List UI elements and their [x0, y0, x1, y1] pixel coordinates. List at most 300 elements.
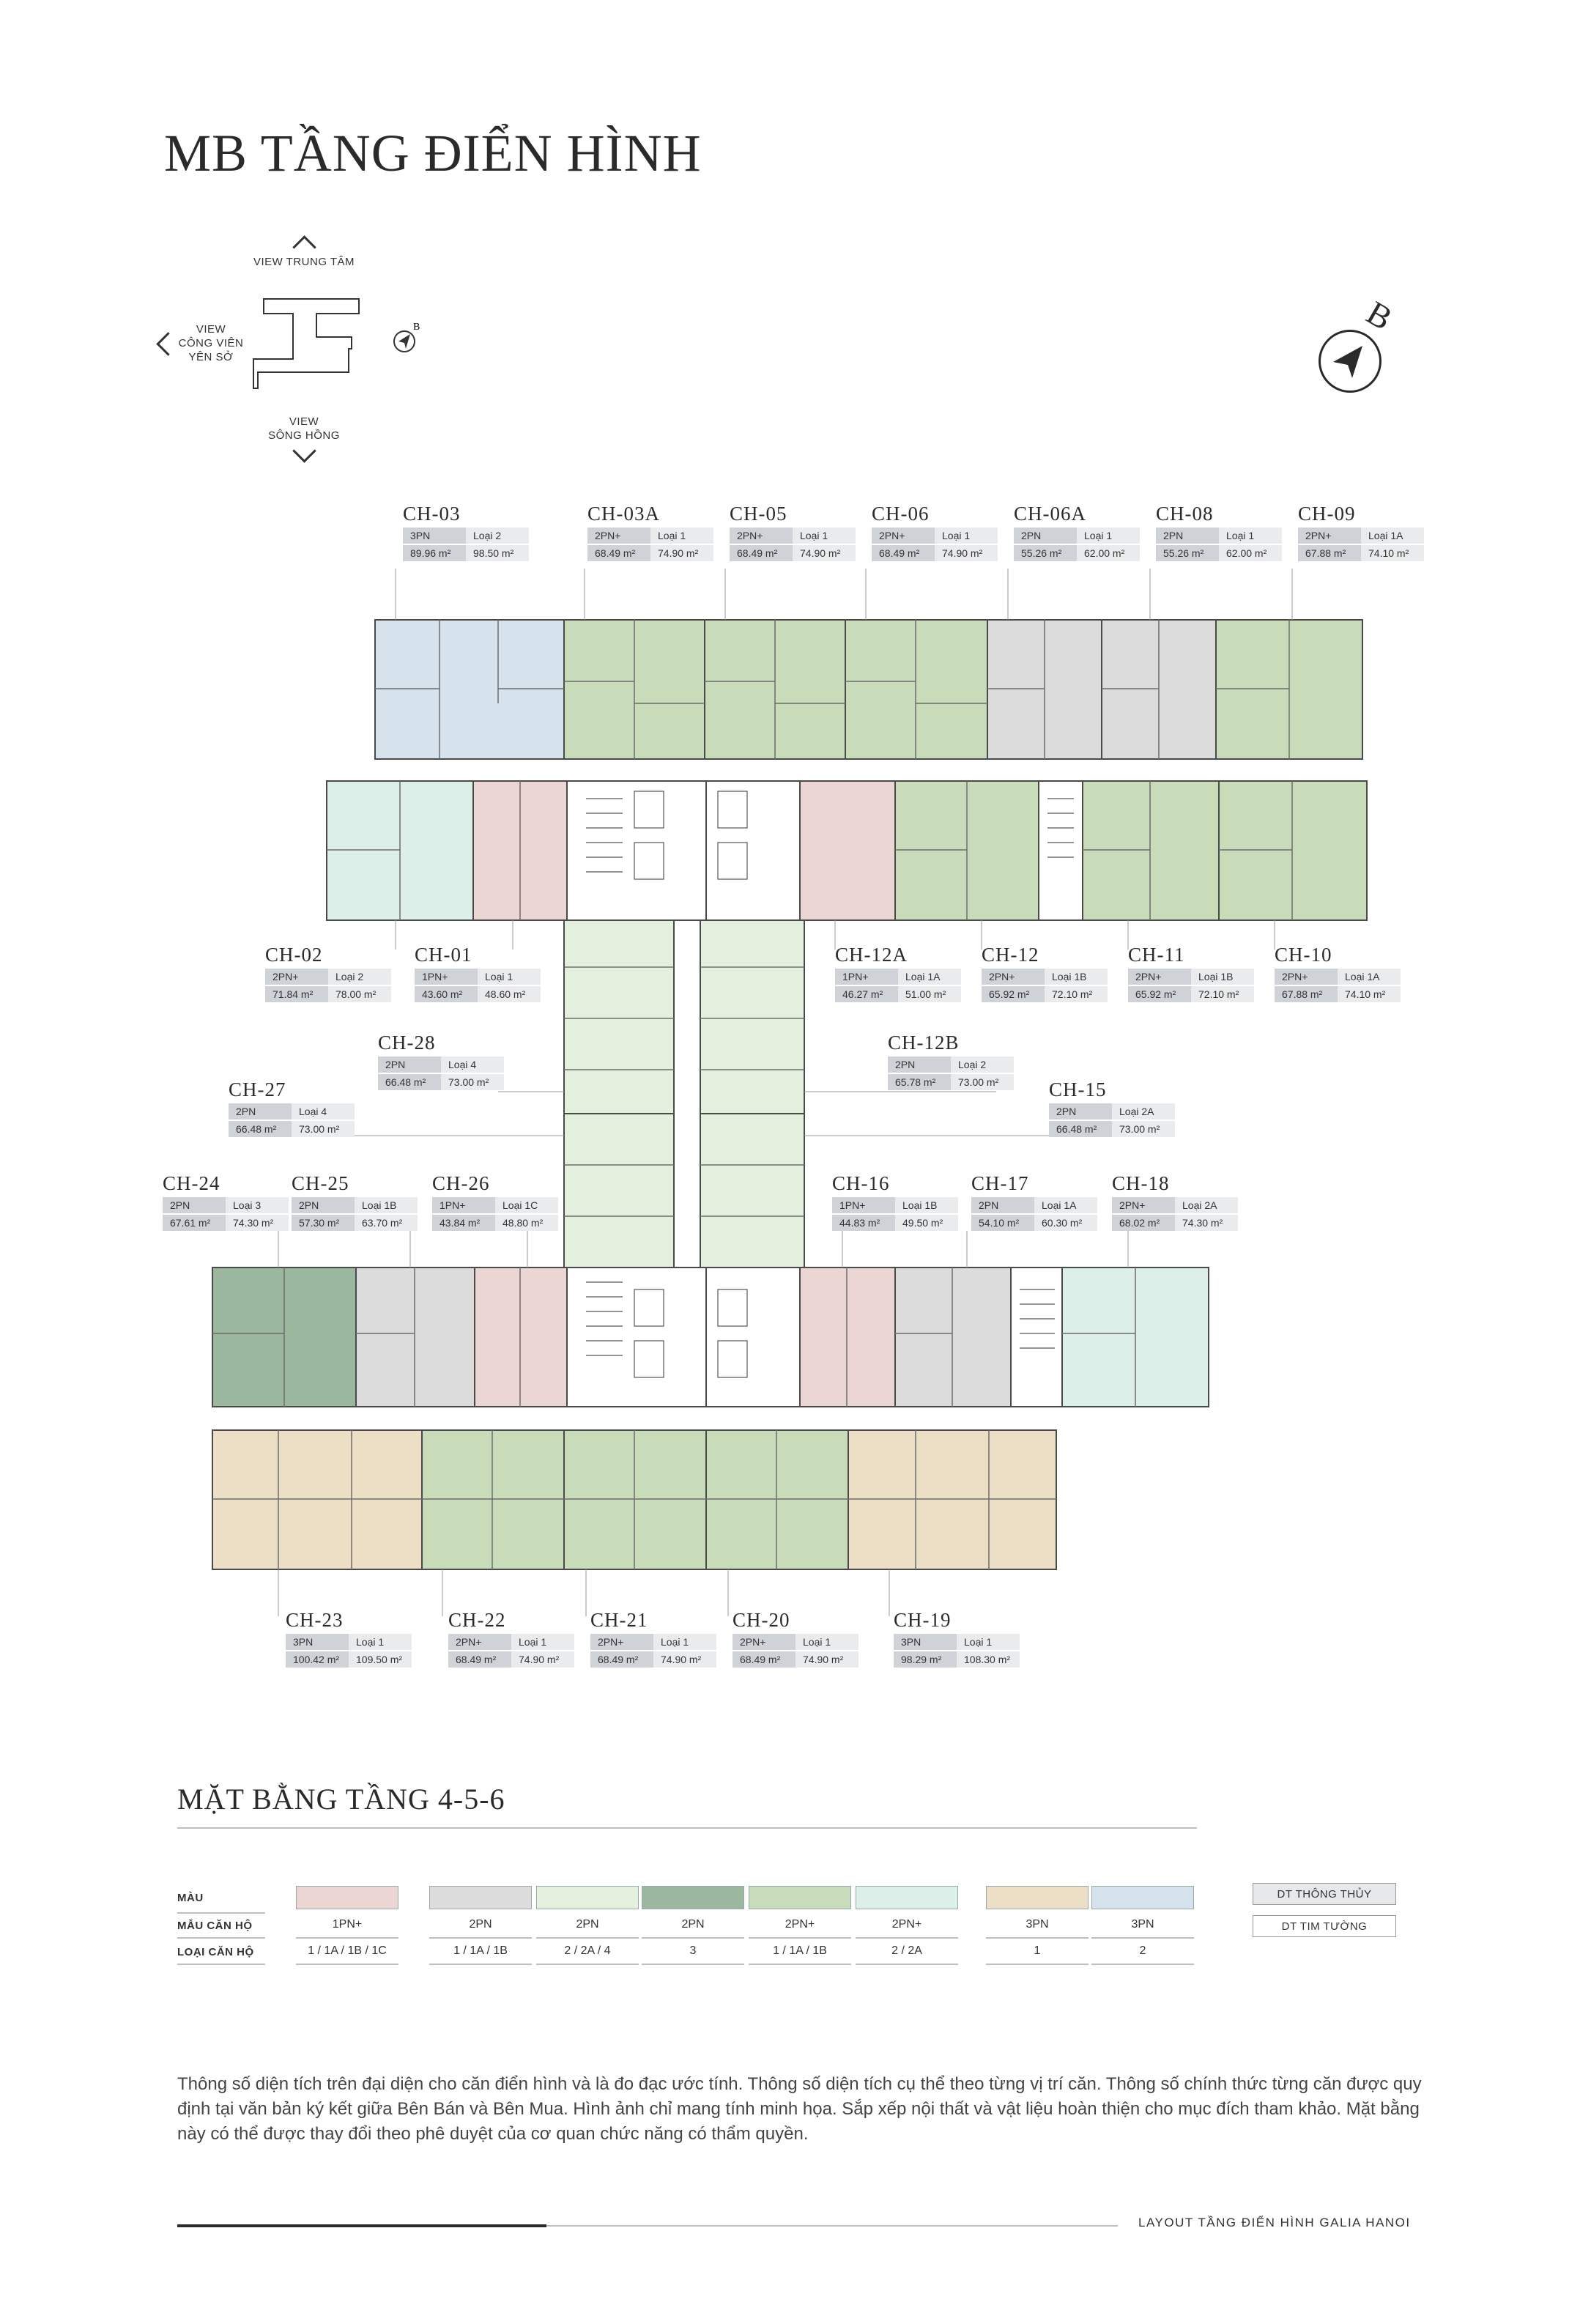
unit-ch-19-area [848, 1430, 1056, 1569]
unit-ch-12b-area [700, 920, 804, 1114]
unit-callout[interactable] [1049, 1078, 1175, 1137]
unit-spec-row [733, 1634, 858, 1650]
section-divider [177, 1827, 1197, 1829]
unit-code: CH-19 [894, 1609, 952, 1631]
unit-rooms: 2PN [292, 1197, 355, 1213]
legend-col-rule [642, 1937, 744, 1939]
unit-code: CH-05 [730, 503, 787, 525]
unit-callout[interactable] [378, 1032, 504, 1090]
view-left-line-3: YÊN SỞ [188, 351, 234, 363]
unit-ch-10-area [1219, 781, 1367, 920]
unit-rooms: 1PN+ [432, 1197, 495, 1213]
legend-loai: 2 / 2A / 4 [564, 1944, 611, 1957]
unit-type: Loại 3 [226, 1197, 289, 1213]
unit-area-tim-tuong: 74.90 m² [935, 545, 998, 561]
north-letter-small: B [413, 322, 420, 333]
unit-area-row [1128, 986, 1254, 1002]
unit-spec-row [730, 528, 856, 544]
unit-area-thong-thuy: 46.27 m² [835, 986, 898, 1002]
unit-rooms: 2PN [888, 1056, 951, 1073]
unit-callout[interactable] [872, 503, 998, 561]
unit-type: Loại 1 [1077, 528, 1140, 544]
unit-callout[interactable] [894, 1609, 1020, 1668]
unit-area-row [1156, 545, 1282, 561]
unit-area-row [286, 1651, 412, 1668]
legend-swatch [536, 1886, 639, 1909]
legend-col-rule [536, 1964, 639, 1965]
core-left-top [567, 781, 706, 920]
unit-type: Loại 1 [796, 1634, 858, 1650]
unit-area-row [292, 1215, 418, 1231]
unit-spec-row [872, 528, 998, 544]
unit-area-tim-tuong: 49.50 m² [895, 1215, 958, 1231]
unit-area-row [832, 1215, 958, 1231]
unit-spec-row [403, 528, 529, 544]
unit-rooms: 2PN+ [1275, 969, 1338, 985]
unit-rooms: 2PN+ [587, 528, 650, 544]
unit-code: CH-11 [1128, 944, 1185, 966]
unit-type: Loại 2 [328, 969, 391, 985]
unit-spec-row [1298, 528, 1424, 544]
unit-type: Loại 4 [441, 1056, 504, 1073]
unit-area-thong-thuy: 65.92 m² [1128, 986, 1191, 1002]
unit-area-row [888, 1074, 1014, 1090]
unit-spec-row [229, 1103, 355, 1120]
unit-ch-12a-area [800, 781, 895, 920]
unit-type: Loại 1B [895, 1197, 958, 1213]
unit-area-tim-tuong: 48.60 m² [478, 986, 541, 1002]
unit-code: CH-12B [888, 1032, 960, 1054]
unit-ch-11-area [1083, 781, 1219, 920]
legend-col-rule [296, 1937, 398, 1939]
unit-code: CH-01 [415, 944, 472, 966]
legend-col-rule [749, 1937, 851, 1939]
unit-type: Loại 1B [355, 1197, 418, 1213]
unit-callout[interactable] [888, 1032, 1014, 1090]
legend-col-rule [986, 1937, 1089, 1939]
unit-callout[interactable] [292, 1172, 418, 1231]
legend-swatch [749, 1886, 851, 1909]
unit-area-row [1275, 986, 1401, 1002]
unit-callout[interactable] [1275, 944, 1401, 1002]
legend-loai: 1 [1034, 1944, 1041, 1957]
unit-spec-row [163, 1197, 289, 1213]
unit-callout[interactable] [163, 1172, 289, 1231]
unit-area-thong-thuy: 68.49 m² [448, 1651, 511, 1668]
unit-area-row [432, 1215, 558, 1231]
unit-rooms: 2PN+ [982, 969, 1045, 985]
unit-code: CH-20 [733, 1609, 790, 1631]
unit-area-thong-thuy: 71.84 m² [265, 986, 328, 1002]
unit-area-thong-thuy: 68.49 m² [730, 545, 793, 561]
footer-text: LAYOUT TẦNG ĐIỂN HÌNH GALIA HANOI [1138, 2216, 1411, 2229]
unit-area-tim-tuong: 60.30 m² [1034, 1215, 1097, 1231]
unit-type: Loại 1B [1191, 969, 1254, 985]
legend-mau: 2PN [681, 1918, 705, 1931]
legend-dt-tim-tuong: DT TIM TƯỜNG [1253, 1915, 1396, 1937]
legend-col-rule [856, 1937, 958, 1939]
legend-col-rule [1091, 1964, 1194, 1965]
unit-area-row [1112, 1215, 1238, 1231]
unit-code: CH-03A [587, 503, 660, 525]
unit-area-tim-tuong: 63.70 m² [355, 1215, 418, 1231]
unit-area-tim-tuong: 74.10 m² [1338, 986, 1401, 1002]
unit-rooms: 2PN+ [448, 1634, 511, 1650]
unit-callout[interactable] [403, 503, 529, 561]
unit-type: Loại 1A [1338, 969, 1401, 985]
legend-col-rule [429, 1937, 532, 1939]
page-title: MB TẦNG ĐIỂN HÌNH [164, 124, 702, 182]
legend-loai: 2 / 2A [891, 1944, 922, 1957]
unit-code: CH-22 [448, 1609, 506, 1631]
stair-lower-right [1011, 1268, 1062, 1407]
unit-area-thong-thuy: 65.78 m² [888, 1074, 951, 1090]
unit-type: Loại 1 [653, 1634, 716, 1650]
legend-loai: 2 [1139, 1944, 1146, 1957]
unit-area-thong-thuy: 54.10 m² [971, 1215, 1034, 1231]
legend-mau: 2PN [469, 1918, 492, 1931]
unit-ch-25-area [356, 1268, 475, 1407]
unit-ch-27-area [564, 1114, 674, 1268]
unit-spec-row [590, 1634, 716, 1650]
unit-type: Loại 4 [292, 1103, 355, 1120]
unit-spec-row [587, 528, 713, 544]
legend-loai: 1 / 1A / 1B / 1C [308, 1944, 387, 1957]
view-left-line-1: VIEW [196, 323, 226, 336]
unit-area-row [1014, 545, 1140, 561]
unit-callout[interactable] [832, 1172, 958, 1231]
unit-area-thong-thuy: 66.48 m² [229, 1121, 292, 1137]
unit-code: CH-12 [982, 944, 1039, 966]
unit-code: CH-03 [403, 503, 461, 525]
unit-rooms: 2PN [971, 1197, 1034, 1213]
unit-area-row [229, 1121, 355, 1137]
legend-mau: 2PN+ [891, 1918, 922, 1931]
unit-callout[interactable] [286, 1609, 412, 1668]
unit-area-thong-thuy: 44.83 m² [832, 1215, 895, 1231]
unit-callout[interactable] [733, 1609, 858, 1668]
unit-rooms: 2PN [1049, 1103, 1112, 1120]
unit-area-tim-tuong: 48.80 m² [495, 1215, 558, 1231]
unit-callout[interactable] [730, 503, 856, 561]
unit-area-thong-thuy: 65.92 m² [982, 986, 1045, 1002]
unit-ch-17-area [895, 1268, 1011, 1407]
view-bottom-line-1: VIEW [289, 415, 319, 428]
legend-row-mau-can-ho: MẪU CĂN HỘ [177, 1920, 253, 1932]
unit-callout[interactable] [432, 1172, 558, 1231]
unit-area-thong-thuy: 68.49 m² [590, 1651, 653, 1668]
unit-rooms: 3PN [286, 1634, 349, 1650]
unit-area-tim-tuong: 72.10 m² [1045, 986, 1108, 1002]
unit-type: Loại 1 [349, 1634, 412, 1650]
legend-col-rule [1091, 1937, 1194, 1939]
unit-type: Loại 2 [951, 1056, 1014, 1073]
unit-rooms: 2PN+ [733, 1634, 796, 1650]
footer-line [546, 2225, 1118, 2227]
unit-spec-row [1156, 528, 1282, 544]
unit-area-thong-thuy: 68.49 m² [587, 545, 650, 561]
unit-code: CH-23 [286, 1609, 344, 1631]
unit-area-row [733, 1651, 858, 1668]
unit-type: Loại 1C [495, 1197, 558, 1213]
unit-area-thong-thuy: 100.42 m² [286, 1651, 349, 1668]
unit-callout[interactable] [1298, 503, 1424, 561]
unit-spec-row [448, 1634, 574, 1650]
unit-callout[interactable] [1112, 1172, 1238, 1231]
unit-type: Loại 1 [935, 528, 998, 544]
unit-rooms: 2PN [229, 1103, 292, 1120]
unit-code: CH-21 [590, 1609, 648, 1631]
legend-col-rule [642, 1964, 744, 1965]
legend-dt-thong-thuy: DT THÔNG THỦY [1253, 1883, 1396, 1905]
unit-ch-16-area [800, 1268, 895, 1407]
unit-area-row [982, 986, 1108, 1002]
legend-loai: 1 / 1A / 1B [773, 1944, 827, 1957]
unit-rooms: 2PN+ [1112, 1197, 1175, 1213]
unit-area-tim-tuong: 74.90 m² [796, 1651, 858, 1668]
unit-area-tim-tuong: 73.00 m² [1112, 1121, 1175, 1137]
unit-type: Loại 1 [957, 1634, 1020, 1650]
unit-area-row [163, 1215, 289, 1231]
unit-area-row [590, 1651, 716, 1668]
unit-ch-21-area [564, 1430, 706, 1569]
core-left-bottom [567, 1268, 706, 1407]
unit-area-tim-tuong: 109.50 m² [349, 1651, 412, 1668]
unit-rooms: 1PN+ [832, 1197, 895, 1213]
legend-mau: 3PN [1026, 1918, 1049, 1931]
unit-area-tim-tuong: 74.90 m² [650, 545, 713, 561]
unit-rooms: 2PN [1156, 528, 1219, 544]
legend-mau: 2PN [576, 1918, 599, 1931]
unit-callout[interactable] [415, 944, 541, 1002]
view-top-label: VIEW TRUNG TÂM [253, 256, 355, 268]
legend-loai: 3 [689, 1944, 697, 1957]
unit-callout[interactable] [265, 944, 391, 1002]
unit-callout[interactable] [448, 1609, 574, 1668]
unit-code: CH-09 [1298, 503, 1356, 525]
unit-area-tim-tuong: 98.50 m² [466, 545, 529, 561]
legend-swatch [1091, 1886, 1194, 1909]
unit-code: CH-02 [265, 944, 323, 966]
unit-spec-row [982, 969, 1108, 985]
unit-area-tim-tuong: 108.30 m² [957, 1651, 1020, 1668]
unit-area-row [894, 1651, 1020, 1668]
unit-area-row [587, 545, 713, 561]
unit-code: CH-12A [835, 944, 908, 966]
unit-area-tim-tuong: 78.00 m² [328, 986, 391, 1002]
unit-ch-06-area [845, 620, 987, 759]
legend-swatch [986, 1886, 1089, 1909]
unit-callout[interactable] [835, 944, 961, 1002]
unit-rooms: 2PN+ [1128, 969, 1191, 985]
unit-rooms: 2PN+ [1298, 528, 1361, 544]
unit-code: CH-06 [872, 503, 930, 525]
unit-area-thong-thuy: 68.49 m² [872, 545, 935, 561]
legend-col-rule [296, 1964, 398, 1965]
unit-ch-20-area [706, 1430, 848, 1569]
unit-area-tim-tuong: 62.00 m² [1077, 545, 1140, 561]
unit-spec-row [265, 969, 391, 985]
unit-rooms: 2PN [163, 1197, 226, 1213]
unit-code: CH-17 [971, 1172, 1029, 1194]
unit-callout[interactable] [982, 944, 1108, 1002]
unit-ch-23-area [212, 1430, 422, 1569]
unit-area-tim-tuong: 73.00 m² [951, 1074, 1014, 1090]
unit-callout[interactable] [1128, 944, 1254, 1002]
footer-bar [177, 2224, 546, 2227]
unit-area-tim-tuong: 74.90 m² [653, 1651, 716, 1668]
view-bottom-line-2: SÔNG HỒNG [268, 429, 340, 442]
unit-area-thong-thuy: 98.29 m² [894, 1651, 957, 1668]
corridor-spine [674, 920, 700, 1268]
disclaimer-note: Thông số diện tích trên đại diện cho căn điển hình và là đo đạc ước tính. Thông số diện tích cụ thể theo từng vị trí căn. Thông số chính thức từng căn được quy định tại văn bản ký kết giữa Bên Bán và Bên Mua. Hình ảnh chỉ mang tính minh họa. Sắp xếp nội thất và vật liệu hoàn thiện cho mục đích tham khảo. Mặt bằng này có thể được thay đổi theo phê duyệt của cơ quan chức năng có thẩm quyền. [177, 2074, 1422, 2144]
unit-area-thong-thuy: 57.30 m² [292, 1215, 355, 1231]
unit-area-tim-tuong: 51.00 m² [898, 986, 961, 1002]
unit-area-tim-tuong: 74.30 m² [1175, 1215, 1238, 1231]
unit-callout[interactable] [971, 1172, 1097, 1231]
unit-rooms: 2PN+ [590, 1634, 653, 1650]
unit-area-row [1298, 545, 1424, 561]
unit-code: CH-08 [1156, 503, 1214, 525]
legend-rule-2 [177, 1937, 265, 1939]
unit-rooms: 2PN [1014, 528, 1077, 544]
legend-row-loai-can-ho: LOẠI CĂN HỘ [177, 1946, 254, 1958]
unit-spec-row [835, 969, 961, 985]
unit-area-thong-thuy: 43.84 m² [432, 1215, 495, 1231]
unit-area-row [448, 1651, 574, 1668]
core-right-bottom [706, 1268, 800, 1407]
unit-spec-row [378, 1056, 504, 1073]
unit-spec-row [832, 1197, 958, 1213]
unit-type: Loại 2 [466, 528, 529, 544]
unit-type: Loại 1 [650, 528, 713, 544]
unit-type: Loại 1 [1219, 528, 1282, 544]
compass-letter: B [1360, 293, 1399, 338]
legend-rule-1 [177, 1912, 265, 1914]
unit-area-row [403, 545, 529, 561]
unit-spec-row [894, 1634, 1020, 1650]
unit-area-tim-tuong: 74.30 m² [226, 1215, 289, 1231]
unit-spec-row [432, 1197, 558, 1213]
unit-code: CH-10 [1275, 944, 1332, 966]
unit-area-thong-thuy: 89.96 m² [403, 545, 466, 561]
unit-type: Loại 1 [478, 969, 541, 985]
unit-spec-row [1128, 969, 1254, 985]
legend-swatch [856, 1886, 958, 1909]
unit-code: CH-18 [1112, 1172, 1170, 1194]
unit-spec-row [286, 1634, 412, 1650]
legend-loai: 1 / 1A / 1B [453, 1944, 508, 1957]
unit-rooms: 1PN+ [835, 969, 898, 985]
unit-spec-row [1112, 1197, 1238, 1213]
unit-spec-row [1049, 1103, 1175, 1120]
unit-code: CH-25 [292, 1172, 349, 1194]
unit-ch-03-area [375, 620, 564, 759]
unit-area-row [378, 1074, 504, 1090]
unit-rooms: 3PN [403, 528, 466, 544]
stair-right [1039, 781, 1083, 920]
legend-col-rule [986, 1964, 1089, 1965]
core-right-top [706, 781, 800, 920]
unit-callout[interactable] [1014, 503, 1140, 561]
view-left-line-2: CÔNG VIÊN [178, 337, 244, 349]
unit-code: CH-24 [163, 1172, 220, 1194]
legend-mau: 2PN+ [785, 1918, 815, 1931]
unit-area-tim-tuong: 73.00 m² [292, 1121, 355, 1137]
unit-area-thong-thuy: 67.88 m² [1275, 986, 1338, 1002]
unit-area-tim-tuong: 73.00 m² [441, 1074, 504, 1090]
unit-rooms: 2PN+ [265, 969, 328, 985]
unit-spec-row [971, 1197, 1097, 1213]
unit-ch-26-area [475, 1268, 567, 1407]
legend-mau: 1PN+ [332, 1918, 363, 1931]
unit-area-thong-thuy: 68.02 m² [1112, 1215, 1175, 1231]
unit-rooms: 2PN+ [872, 528, 935, 544]
unit-spec-row [415, 969, 541, 985]
unit-type: Loại 1A [1034, 1197, 1097, 1213]
unit-spec-row [1014, 528, 1140, 544]
unit-rooms: 1PN+ [415, 969, 478, 985]
unit-spec-row [292, 1197, 418, 1213]
unit-area-tim-tuong: 74.90 m² [793, 545, 856, 561]
unit-area-row [835, 986, 961, 1002]
unit-area-tim-tuong: 72.10 m² [1191, 986, 1254, 1002]
unit-code: CH-06A [1014, 503, 1086, 525]
unit-area-row [971, 1215, 1097, 1231]
unit-rooms: 2PN+ [730, 528, 793, 544]
unit-callout[interactable] [590, 1609, 716, 1668]
unit-type: Loại 2A [1112, 1103, 1175, 1120]
unit-area-thong-thuy: 55.26 m² [1014, 545, 1077, 561]
legend-col-rule [749, 1964, 851, 1965]
unit-area-thong-thuy: 66.48 m² [1049, 1121, 1112, 1137]
unit-code: CH-27 [229, 1078, 286, 1100]
unit-area-row [872, 545, 998, 561]
unit-area-thong-thuy: 43.60 m² [415, 986, 478, 1002]
unit-area-row [1049, 1121, 1175, 1137]
unit-area-thong-thuy: 67.88 m² [1298, 545, 1361, 561]
unit-code: CH-15 [1049, 1078, 1107, 1100]
unit-type: Loại 1A [1361, 528, 1424, 544]
legend-swatch [642, 1886, 744, 1909]
unit-area-tim-tuong: 74.10 m² [1361, 545, 1424, 561]
unit-spec-row [888, 1056, 1014, 1073]
unit-callout[interactable] [229, 1078, 355, 1137]
unit-callout[interactable] [587, 503, 713, 561]
legend-col-rule [536, 1937, 639, 1939]
unit-ch-28-area [564, 920, 674, 1114]
legend-col-rule [429, 1964, 532, 1965]
unit-type: Loại 2A [1175, 1197, 1238, 1213]
legend-mau: 3PN [1131, 1918, 1154, 1931]
unit-area-thong-thuy: 55.26 m² [1156, 545, 1219, 561]
unit-area-row [265, 986, 391, 1002]
unit-area-tim-tuong: 62.00 m² [1219, 545, 1282, 561]
legend-rule-3 [177, 1964, 265, 1965]
unit-rooms: 2PN [378, 1056, 441, 1073]
legend-row-mau: MÀU [177, 1892, 204, 1904]
unit-spec-row [1275, 969, 1401, 985]
unit-code: CH-16 [832, 1172, 890, 1194]
unit-type: Loại 1B [1045, 969, 1108, 985]
unit-type: Loại 1 [511, 1634, 574, 1650]
unit-callout[interactable] [1156, 503, 1282, 561]
section-title: MẶT BẰNG TẦNG 4-5-6 [177, 1783, 505, 1816]
unit-area-thong-thuy: 68.49 m² [733, 1651, 796, 1668]
unit-code: CH-26 [432, 1172, 490, 1194]
unit-ch-22-area [422, 1430, 564, 1569]
legend-swatch [296, 1886, 398, 1909]
